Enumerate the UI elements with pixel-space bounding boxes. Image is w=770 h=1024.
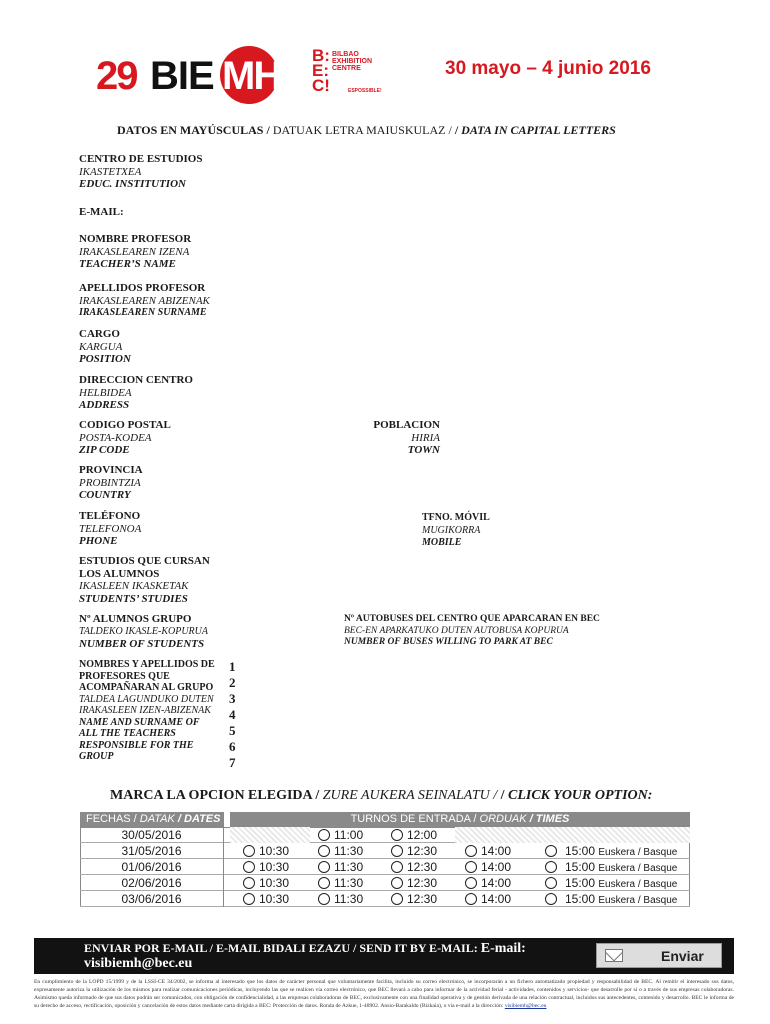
option-title: MARCA LA OPCION ELEGIDA / ZURE AUKERA SEINALATU / / CLICK YOUR OPTION: <box>110 788 653 803</box>
radio-icon[interactable] <box>391 877 403 889</box>
field-profesores <box>79 659 215 763</box>
slot-option[interactable] <box>243 891 289 907</box>
send-text: ENVIAR POR E-MAIL / E-MAIL BIDALI EZAZU / SEND IT BY E-MAIL: <box>84 941 478 955</box>
label-en: ZIP CODE <box>79 444 130 456</box>
radio-icon[interactable] <box>318 893 330 905</box>
label-eu: TALDEKO IKASLE-KOPURUA <box>79 625 208 637</box>
label-eu: IKASTETXEA <box>79 165 142 178</box>
dates-header <box>80 812 224 827</box>
field-movil <box>422 512 490 550</box>
slot-option[interactable] <box>391 891 437 907</box>
radio-icon[interactable] <box>465 845 477 857</box>
slot-option[interactable] <box>318 859 363 875</box>
label-es: TELÉFONO <box>79 510 141 522</box>
teacher-number: 1 <box>229 659 236 674</box>
row-date: 02/06/2016 <box>80 875 224 891</box>
unavailable-slot <box>455 827 690 843</box>
slot-option[interactable] <box>465 859 511 875</box>
envelope-icon <box>605 949 623 962</box>
label-en: GROUP <box>79 751 114 762</box>
field-centro <box>79 153 202 191</box>
capital-en: DATA IN CAPITAL LETTERS <box>461 123 616 137</box>
slot-time: 11:00 <box>334 828 364 842</box>
radio-icon[interactable] <box>545 893 557 905</box>
label-eu: HELBIDEA <box>79 386 132 399</box>
teacher-number: 7 <box>229 755 236 770</box>
slot-option[interactable] <box>391 859 437 875</box>
teacher-number: 5 <box>229 723 236 738</box>
radio-icon[interactable] <box>243 893 255 905</box>
email-label: E-mail: <box>480 941 526 956</box>
label-es: Nº ALUMNOS GRUPO <box>79 613 192 625</box>
label-es: E-MAIL: <box>79 206 124 218</box>
logo-number: 29 <box>96 54 137 98</box>
slot-time: 10:30 <box>259 892 290 906</box>
label-en: STUDENTS’ STUDIES <box>79 592 188 605</box>
biemh-logo <box>96 48 281 100</box>
radio-icon[interactable] <box>465 877 477 889</box>
bec-mark: B: E: C! <box>312 46 330 95</box>
logo-bie: BIE <box>150 54 214 98</box>
table-row <box>80 843 690 859</box>
label-eu: HIRIA <box>411 431 440 444</box>
label-eu: KARGUA <box>79 340 123 353</box>
legal-notice <box>34 978 734 1010</box>
radio-icon[interactable] <box>545 861 557 873</box>
radio-icon[interactable] <box>545 877 557 889</box>
label-en: RESPONSIBLE FOR THE <box>79 739 194 751</box>
slot-option[interactable] <box>545 875 677 891</box>
slot-option[interactable] <box>545 859 677 875</box>
label-es: CODIGO POSTAL <box>79 419 171 431</box>
bec-sub: ESPOSSIBLE! <box>348 88 382 94</box>
capital-eu: DATUAK LETRA MAIUSKULAZ / <box>272 123 452 137</box>
send-instructions <box>84 941 526 971</box>
dates-header-es: FECHAS / <box>86 813 137 825</box>
dates-header-eu: DATAK <box>139 813 175 825</box>
slot-option[interactable] <box>391 875 437 891</box>
label-es: CENTRO DE ESTUDIOS <box>79 153 203 165</box>
radio-icon[interactable] <box>391 845 403 857</box>
slot-time: 11:30 <box>334 844 364 858</box>
label-es: POBLACION <box>373 419 440 431</box>
label-en: PHONE <box>79 535 118 547</box>
times-header-eu: ORDUAK <box>479 813 527 825</box>
slot-option[interactable] <box>318 827 363 843</box>
slot-note: Euskera / Basque <box>598 847 678 858</box>
radio-icon[interactable] <box>318 829 330 841</box>
slot-time: 10:30 <box>259 860 290 874</box>
radio-icon[interactable] <box>318 877 330 889</box>
field-poblacion <box>340 419 440 457</box>
slot-time: 11:30 <box>334 876 364 890</box>
radio-icon[interactable] <box>391 893 403 905</box>
radio-icon[interactable] <box>243 877 255 889</box>
label-en: NUMBER OF STUDENTS <box>79 638 205 650</box>
label-es: CARGO <box>79 328 120 340</box>
slot-time: 12:30 <box>407 860 438 874</box>
field-codigo <box>79 419 171 457</box>
label-eu: PROBINTZIA <box>79 476 141 489</box>
label-es: DIRECCION CENTRO <box>79 374 193 386</box>
label-eu: TALDEA LAGUNDUKO DUTEN <box>79 693 214 705</box>
label-en: NUMBER OF BUSES WILLING TO PARK AT BEC <box>344 637 553 647</box>
radio-icon[interactable] <box>465 893 477 905</box>
slot-time: 10:30 <box>259 844 290 858</box>
label-eu: IRAKASLEAREN ABIZENAK <box>79 294 210 307</box>
label-eu: BEC-EN APARKATUKO DUTEN AUTOBUSA KOPURUA <box>344 625 569 636</box>
label-es: LOS ALUMNOS <box>79 567 160 580</box>
label-eu: IRAKASLEAREN IZENA <box>79 245 190 258</box>
field-autobuses <box>344 614 600 649</box>
radio-icon[interactable] <box>391 829 403 841</box>
bec-logo <box>312 48 392 100</box>
slot-option[interactable] <box>243 859 289 875</box>
dates-header-en: / DATES <box>177 813 221 825</box>
label-en: POSITION <box>79 353 131 365</box>
label-es: ESTUDIOS QUE CURSAN <box>79 555 210 567</box>
send-button[interactable] <box>596 943 722 968</box>
label-es: PROFESORES QUE <box>79 670 170 682</box>
bec-text: BILBAO EXHIBITION CENTRE <box>332 51 373 72</box>
field-cargo <box>79 328 131 366</box>
label-es: TFNO. MÓVIL <box>422 512 490 523</box>
slot-time: 12:30 <box>407 876 438 890</box>
option-en: CLICK YOUR OPTION: <box>508 788 653 803</box>
event-dates: 30 mayo – 4 junio 2016 <box>445 58 651 79</box>
option-eu: ZURE AUKERA SEINALATU / <box>322 788 498 803</box>
label-eu: IKASLEEN IKASKETAK <box>79 580 189 592</box>
label-en: ALL THE TEACHERS <box>79 728 176 739</box>
slot-time: 11:30 <box>334 860 364 874</box>
teacher-number: 4 <box>229 707 236 722</box>
slot-time: 14:00 <box>481 876 512 890</box>
slot-option[interactable] <box>545 843 677 859</box>
teacher-number: 3 <box>229 691 236 706</box>
times-header-en: / TIMES <box>529 813 570 825</box>
capital-letters-note: DATOS EN MAYÚSCULAS / DATUAK LETRA MAIUSKULAZ / / DATA IN CAPITAL LETTERS <box>117 123 616 137</box>
slot-time: 12:30 <box>407 844 438 858</box>
logo-mh: MH <box>222 54 281 98</box>
label-en: EDUC. INSTITUTION <box>79 178 186 190</box>
send-bar <box>34 938 734 974</box>
label-eu: IRAKASLEEN IZEN-ABIZENAK <box>79 705 211 716</box>
legal-email-link[interactable]: visibiemh@bec.eu <box>504 1003 547 1009</box>
slot-note: Euskera / Basque <box>598 863 678 874</box>
label-en: TOWN <box>407 444 440 456</box>
slot-option[interactable] <box>318 875 363 891</box>
slot-option[interactable] <box>391 843 437 859</box>
table-row <box>80 827 690 843</box>
slot-time: 14:00 <box>481 860 512 874</box>
teacher-numbers <box>229 659 236 771</box>
slot-option[interactable] <box>318 891 363 907</box>
label-en: NAME AND SURNAME OF <box>79 716 200 728</box>
teacher-number: 6 <box>229 739 236 754</box>
label-es: NOMBRE PROFESOR <box>79 233 192 245</box>
unavailable-slot <box>230 827 310 843</box>
field-estudios <box>79 555 210 605</box>
label-en: MOBILE <box>422 537 462 548</box>
slot-option[interactable] <box>465 891 511 907</box>
radio-icon[interactable] <box>243 845 255 857</box>
slot-option[interactable] <box>465 843 511 859</box>
teacher-number: 2 <box>229 675 236 690</box>
slot-option[interactable] <box>545 891 677 907</box>
label-es: Nº AUTOBUSES DEL CENTRO QUE APARCARAN EN BEC <box>344 614 600 624</box>
slot-time: 10:30 <box>259 876 290 890</box>
row-date: 31/05/2016 <box>80 843 224 859</box>
slot-time: 12:00 <box>407 828 438 842</box>
times-header-es: TURNOS DE ENTRADA / <box>350 813 477 825</box>
slot-option[interactable] <box>243 843 289 859</box>
slot-option[interactable] <box>318 843 363 859</box>
slot-option[interactable] <box>243 875 289 891</box>
row-date: 03/06/2016 <box>80 891 224 907</box>
field-alumnos <box>79 613 208 651</box>
field-email <box>79 206 124 219</box>
radio-icon[interactable] <box>243 861 255 873</box>
slot-time: 14:00 <box>481 892 512 906</box>
label-en: ADDRESS <box>79 399 130 411</box>
label-es: APELLIDOS PROFESOR <box>79 282 206 294</box>
times-header <box>230 812 690 827</box>
field-telefono <box>79 510 141 548</box>
row-date: 01/06/2016 <box>80 859 224 875</box>
label-eu: MUGIKORRA <box>422 524 481 536</box>
field-nombre <box>79 233 191 271</box>
table-row <box>80 891 690 907</box>
label-es: PROVINCIA <box>79 464 143 476</box>
label-es: NOMBRES Y APELLIDOS DE <box>79 659 215 670</box>
row-date: 30/05/2016 <box>80 827 224 843</box>
slot-note: Euskera / Basque <box>598 895 678 906</box>
label-en: IRAKASLEAREN SURNAME <box>79 307 207 318</box>
radio-icon[interactable] <box>465 861 477 873</box>
slot-option[interactable] <box>465 875 511 891</box>
slot-note: Euskera / Basque <box>598 879 678 890</box>
label-es: ACOMPAÑARAN AL GRUPO <box>79 682 214 693</box>
field-apellidos <box>79 282 210 320</box>
send-button-label: Enviar <box>661 948 704 964</box>
slot-time: 15:00 <box>565 844 596 858</box>
slot-time: 15:00 <box>565 876 596 890</box>
radio-icon[interactable] <box>318 845 330 857</box>
label-eu: TELEFONOA <box>79 522 142 535</box>
label-en: TEACHER’S NAME <box>79 258 176 270</box>
radio-icon[interactable] <box>318 861 330 873</box>
label-en: COUNTRY <box>79 489 131 501</box>
label-eu: POSTA-KODEA <box>79 431 152 444</box>
slot-time: 12:30 <box>407 892 438 906</box>
slot-time: 14:00 <box>481 844 512 858</box>
slot-time: 11:30 <box>334 892 364 906</box>
field-provincia <box>79 464 143 502</box>
table-row <box>80 875 690 891</box>
radio-icon[interactable] <box>545 845 557 857</box>
email-address: visibiemh@bec.eu <box>84 956 193 971</box>
slot-time: 15:00 <box>565 860 596 874</box>
radio-icon[interactable] <box>391 861 403 873</box>
capital-es: DATOS EN MAYÚSCULAS / <box>117 123 270 137</box>
option-es: MARCA LA OPCION ELEGIDA / <box>110 788 320 803</box>
table-row <box>80 859 690 875</box>
field-direccion <box>79 374 193 412</box>
legal-text: En cumplimiento de la LOPD 15/1999 y de la LSSI-CE 34/2002, se informa al interesado que los datos de carácter personal que voluntariamente facilita, incluido su correo electrónico, se incorporarán a un fichero automatizado propiedad y responsabilidad de BEC. Al remitir el interesado sus datos, expresamente autoriza la utilización de los mismos para realizar comunicaciones periódicas, incluyendo las que se realicen vía correo electrónico, que BEC llevará a cabo para informar de la actividad ferial - actividades, contenidos y servicios- que desarrolle por sí o a través de sus empresas colaboradoras. Asimismo queda informado de que sus datos podrán ser comunicados, con obligación de confidencialidad, a las empresas colaboradoras de BEC, exclusivamente con una finalidad operativa y de gestión derivada de una relación contractual, incluidos sus antecedentes, contenido y desarrollo. BEC le informa de su derecho de acceso, rectificación, oposición y cancelación de estos datos mediante carta dirigida a BEC: Protección de datos. Ronda de Azkue, 1-48902. Ansio-Barakaldo (Bizkaia), o vía e-mail a la dirección: <box>34 979 734 1009</box>
slot-option[interactable] <box>391 827 437 843</box>
slot-time: 15:00 <box>565 892 596 906</box>
